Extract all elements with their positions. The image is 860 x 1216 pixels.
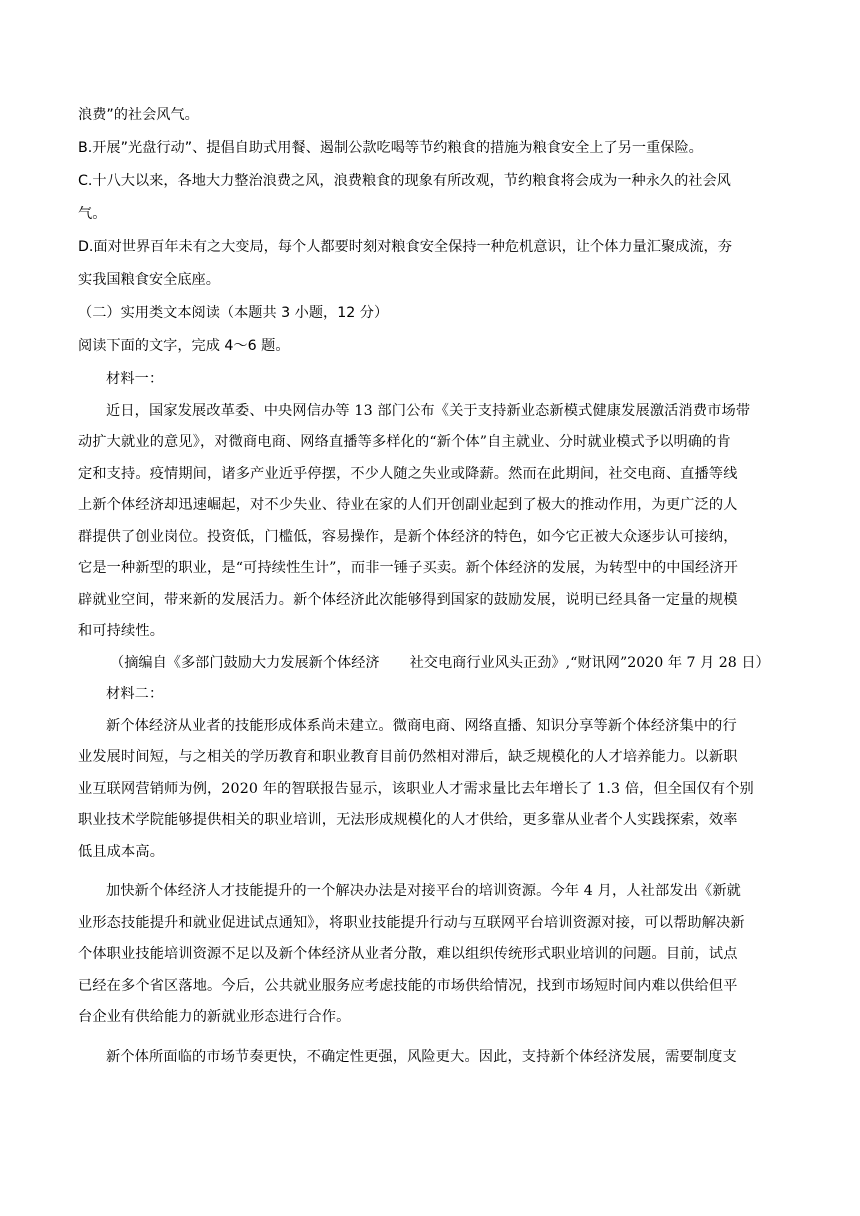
- material-1-line: 定和支持。疫情期间，诸多产业近乎停摆，不少人随之失业或降薪。然而在此期间，社交电商、直播等线: [78, 465, 738, 482]
- material-2-para-2-line: 台企业有供给能力的新就业形态进行合作。: [78, 1009, 351, 1025]
- material-1: [78, 369, 784, 673]
- material-1-line: 它是一种新型的职业，是“可持续性生计”，而非一锤子买卖。新个体经济的发展，为转型中的中国经济开: [78, 560, 738, 576]
- material-1-label: 材料一：: [106, 371, 164, 387]
- option-d-line-2: 实我国粮食安全底座。: [78, 272, 220, 288]
- option-d-line-1: D.面对世界百年未有之大变局，每个人都要时刻对粮食安全保持一种危机意识，让个体力量汇聚成流，夯: [78, 239, 732, 255]
- section-instruction: 阅读下面的文字，完成 4～6 题。: [78, 338, 290, 354]
- material-2-para-1-line: 新个体经济从业者的技能形成体系尚未建立。微商电商、网络直播、知识分享等新个体经济集中的行: [106, 717, 737, 734]
- material-2-para-1-line: 职业技术学院能够提供相关的职业培训，无法形成规模化的人才供给，更多靠从业者个人实践探索，效率: [78, 812, 738, 828]
- option-a-tail: 浪费”的社会风气。: [78, 107, 199, 123]
- material-1-line: 群提供了创业岗位。投资低，门槛低，容易操作，是新个体经济的特色，如今它正被大众逐步认可接纳，: [78, 528, 738, 545]
- material-1-line: 和可持续性。: [78, 623, 165, 639]
- material-2-para-2-line: 业形态技能提升和就业促进试点通知》，将职业技能提升行动与互联网平台培训资源对接，可以帮助解决新: [78, 914, 745, 931]
- material-2-para-3-line: 新个体所面临的市场节奏更快，不确定性更强，风险更大。因此，支持新个体经济发展，需要制度支: [106, 1048, 737, 1065]
- material-1-source-part-1: （摘编自《多部门鼓励大力发展新个体经济: [110, 654, 380, 671]
- material-1-source-part-2: 社交电商行业风头正劲》,“财讯网”2020 年 7 月 28 日）: [409, 654, 770, 671]
- material-2-label: 材料二：: [106, 686, 164, 702]
- material-1-line: 辟就业空间，带来新的发展活力。新个体经济此次能够得到国家的鼓励发展，说明已经具备一定量的规模: [78, 591, 738, 608]
- material-1-line: 动扩大就业的意见》，对微商电商、网络直播等多样化的“新个体”自主就业、分时就业模式予以明确的肯: [78, 434, 731, 450]
- material-2-para-2-line: 个体职业技能培训资源不足以及新个体经济从业者分散，难以组织传统形式职业培训的问题。目前，试点: [78, 946, 738, 962]
- option-c-line-1: C.十八大以来，各地大力整治浪费之风，浪费粮食的现象有所改观，节约粮食将会成为一种永久的社会风: [78, 173, 731, 189]
- question-3-options: [78, 105, 784, 356]
- material-2-para-1-line: 业互联网营销师为例，2020 年的智联报告显示，该职业人才需求量比去年增长了 1.3 倍，但全国仅有个别: [78, 780, 754, 797]
- material-1-source: [78, 653, 784, 673]
- material-2: [78, 684, 784, 1067]
- material-2-para-2-line: 加快新个体经济人才技能提升的一个解决办法是对接平台的培训资源。今年 4 月，人社部发出《新就: [106, 883, 742, 899]
- document-page: [78, 105, 784, 1078]
- section-heading: （二）实用类文本阅读（本题共 3 小题，12 分）: [78, 305, 389, 321]
- material-1-line: 近日，国家发展改革委、中央网信办等 13 部门公布《关于支持新业态新模式健康发展激活消费市场带: [106, 402, 751, 419]
- material-2-para-2-line: 已经在多个省区落地。今后，公共就业服务应考虑技能的市场供给情况，找到市场短时间内难以供给但平: [78, 977, 738, 994]
- material-2-para-1-line: 业发展时间短，与之相关的学历教育和职业教育目前仍然相对滞后，缺乏规模化的人才培养能力。以新职: [78, 749, 738, 765]
- option-b: B.开展”光盘行动”、提倡自助式用餐、遏制公款吃喝等节约粮食的措施为粮食安全上了另一重保险。: [78, 140, 703, 156]
- option-c-line-2: 气。: [78, 206, 107, 222]
- material-1-line: 上新个体经济却迅速崛起，对不少失业、待业在家的人们开创副业起到了极大的推动作用，为更广泛的人: [78, 497, 738, 513]
- material-2-para-1-line: 低且成本高。: [78, 843, 165, 860]
